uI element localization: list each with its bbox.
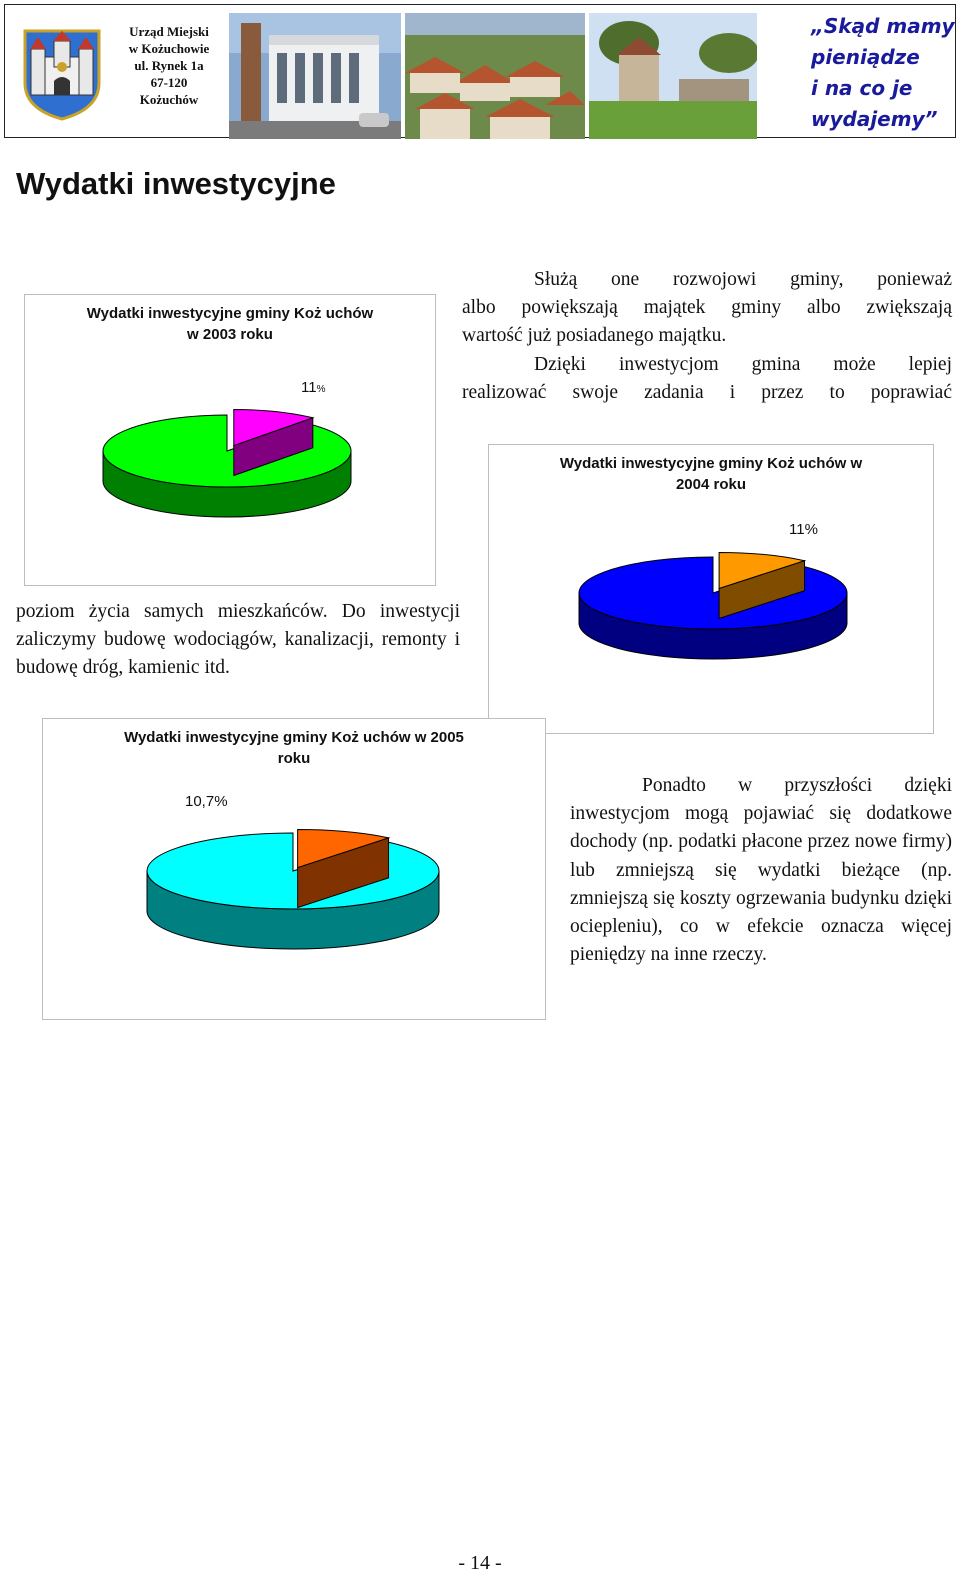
address-line: w Kożuchowie [128,41,210,56]
pie-slice-top [579,557,847,629]
slogan-line: wydajemy” [811,107,938,131]
page-title: Wydatki inwestycyjne [16,166,336,201]
data-label: 10,7% [185,793,228,810]
chart-title-line: roku [277,750,311,767]
pie-chart-2003 [24,294,436,586]
slogan-line: i na co je [811,76,913,100]
pie-slice-large [103,415,351,517]
page-number: - 14 - [458,1552,502,1574]
text-line: albo powiększają majątek gminy albo zwiększają [462,297,952,319]
text-line: wartość już posiadanego majątku. [462,325,727,347]
pie-plot [25,295,437,587]
chart-title-line: Wydatki inwestycyjne gminy Koż uchów [86,305,374,322]
text-line: realizować swoje zadania i przez to poprawiać [462,381,952,403]
address-line: Kożuchów [139,92,199,107]
pie-chart-2005 [42,718,546,1020]
header-banner [4,4,956,138]
chart-title-line: 2004 roku [675,476,747,493]
town-crest-logo [21,27,103,121]
address-line: 67-120 [150,75,188,90]
chart-title-line: w 2003 roku [187,326,273,343]
pie-slice-large [579,557,847,659]
data-label-value: 11 [301,379,317,396]
town-panorama-photo [405,13,585,139]
brochure-slogan [811,11,959,135]
town-hall-photo [229,13,401,139]
investment-examples-paragraph: poziom życia samych mieszkańców. Do inwestycji zaliczymy budowę wodociągów, kanalizacji, remonty i budowę dróg, kamienic itd. [16,601,460,679]
text-line: Ponadto w przyszłości dzięki inwestycjom mogą pojawiać się dodatkowe dochody (np. podatki płacone przez nowe firmy) lub zmniejszą się wydatki bieżące (np. zmniejszą się koszty ogrzewania budynku dzięki ociepleniu), co w efekcie oznacza więcej pieniędzy na inne rzeczy. [570,775,952,966]
pie-plot [489,445,935,735]
pie-chart-2004 [488,444,934,734]
slogan-line: pieniądze [811,45,920,69]
address-line: ul. Rynek 1a [134,58,204,73]
data-label: 11% [789,521,818,538]
pie-plot [43,719,547,1021]
chart-title-line: Wydatki inwestycyjne gminy Koż uchów w [559,455,863,472]
chart-title-line: Wydatki inwestycyjne gminy Koż uchów w 2005 [124,729,464,746]
office-address [113,23,225,108]
intro-paragraph [462,266,952,407]
slogan-line: „Skąd mamy [811,14,955,38]
castle-ruins-photo [589,13,757,139]
future-benefits-paragraph [570,772,952,969]
text-line: Służą one rozwojowi gminy, ponieważ [534,269,952,290]
pie-slice-large [147,833,439,949]
address-line: Urząd Miejski [129,24,209,39]
text-line: Dzięki inwestycjom gmina może lepiej [534,353,952,375]
pie-slice-top [147,833,439,909]
data-label-unit: % [316,384,326,395]
pie-slice-top [103,415,351,487]
